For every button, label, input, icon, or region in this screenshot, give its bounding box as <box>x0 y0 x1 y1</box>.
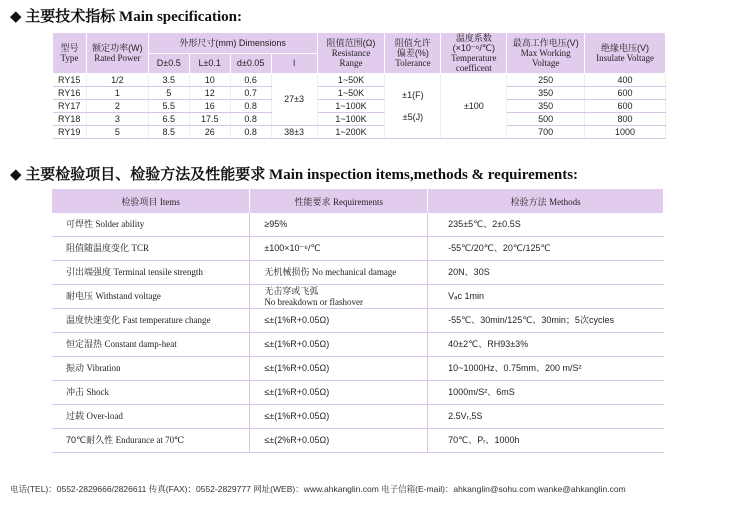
cell-lead-length-b: 38±3 <box>271 126 317 139</box>
cell-method: -55℃、30min/125℃、30min；5次cycles <box>428 309 664 333</box>
header-dim-L: L±0.1 <box>189 53 230 74</box>
cell-item: 耐电压 Withstand voltage <box>52 285 250 309</box>
cell-requirement: ≤±(1%R+0.05Ω) <box>250 309 428 333</box>
header-tolerance: 阻值允许 偏差(%) Tolerance <box>385 33 441 74</box>
cell-item: 可焊性 Solder ability <box>52 213 250 237</box>
header-dim-D: D±0.5 <box>148 53 189 74</box>
section-title-text: 主要检验项目、检验方法及性能要求 Main inspection items,methods & requirements: <box>25 167 579 183</box>
cell-method: 70℃、Pᵣ、1000h <box>428 429 664 453</box>
cell-power: 5 <box>86 126 148 139</box>
cell-power: 1 <box>86 87 148 100</box>
cell-requirement: 无机械损伤 No mechanical damage <box>250 261 428 285</box>
header-dim-l: l <box>271 53 317 74</box>
cell-D: 5 <box>148 87 189 100</box>
cell-method: 40±2℃、RH93±3% <box>428 333 664 357</box>
header-dim-d: d±0.05 <box>230 53 271 74</box>
inspection-table <box>52 189 664 453</box>
cell-method: Vₐc 1min <box>428 285 664 309</box>
table-row <box>52 333 664 357</box>
cell-item: 冲击 Shock <box>52 381 250 405</box>
table-row <box>52 405 664 429</box>
header-temperature-coefficient: 温度系数 (×10⁻⁶/℃) Temperature coefficent <box>441 33 507 74</box>
cell-item: 恒定湿热 Constant damp-heat <box>52 333 250 357</box>
cell-resistance: 1~100K <box>317 113 385 126</box>
contact-footer: 电话(TEL)：0552-2829666/2826611 传真(FAX)：0552-2829777 网址(WEB)：www.ahkanglin.com 电子信箱(E-mail)：ahkanglin@sohu.com wanke@ahkanglin.com <box>10 484 626 494</box>
diamond-icon: ◆ <box>10 9 22 25</box>
cell-insulate: 400 <box>585 74 666 87</box>
cell-voltage: 350 <box>507 100 585 113</box>
section-title-text: 主要技术指标 Main specification: <box>25 9 242 25</box>
table-row <box>52 429 664 453</box>
cell-power: 1/2 <box>86 74 148 87</box>
cell-method: 10~1000Hz、0.75mm、200 m/S² <box>428 357 664 381</box>
cell-L: 12 <box>189 87 230 100</box>
cell-tc: ±100 <box>441 74 507 139</box>
header-items: 检验项目 Items <box>52 189 250 213</box>
header-dimensions: 外形尺寸(mm) Dimensions <box>148 33 317 54</box>
cell-type: RY16 <box>53 87 87 100</box>
header-insulate-voltage: 绝缘电压(V) Insulate Voltage <box>585 33 666 74</box>
cell-insulate: 800 <box>585 113 666 126</box>
cell-L: 16 <box>189 100 230 113</box>
cell-D: 6.5 <box>148 113 189 126</box>
cell-resistance: 1~100K <box>317 100 385 113</box>
table-row <box>52 309 664 333</box>
cell-voltage: 350 <box>507 87 585 100</box>
cell-item: 70℃耐久性 Endurance at 70℃ <box>52 429 250 453</box>
cell-power: 2 <box>86 100 148 113</box>
cell-method: 235±5℃、2±0.5S <box>428 213 664 237</box>
table-row <box>52 381 664 405</box>
cell-insulate: 600 <box>585 100 666 113</box>
cell-type: RY15 <box>53 74 87 87</box>
cell-requirement: ≤±(1%R+0.05Ω) <box>250 357 428 381</box>
header-methods: 检验方法 Methods <box>428 189 664 213</box>
header-resistance-range: 阻值范围(Ω) Resistance Range <box>317 33 385 74</box>
table-row <box>52 213 664 237</box>
cell-insulate: 600 <box>585 87 666 100</box>
table-row <box>52 261 664 285</box>
cell-requirement: ≥95% <box>250 213 428 237</box>
cell-method: 1000m/S²、6mS <box>428 381 664 405</box>
cell-requirement: ≤±(1%R+0.05Ω) <box>250 381 428 405</box>
cell-voltage: 500 <box>507 113 585 126</box>
cell-d: 0.8 <box>230 126 271 139</box>
cell-resistance: 1~200K <box>317 126 385 139</box>
cell-d: 0.6 <box>230 74 271 87</box>
cell-requirement: ≤±(1%R+0.05Ω) <box>250 405 428 429</box>
cell-item: 阻值随温度变化 TCR <box>52 237 250 261</box>
cell-resistance: 1~50K <box>317 74 385 87</box>
cell-type: RY19 <box>53 126 87 139</box>
header-type: 型号 Type <box>53 33 87 74</box>
table-row <box>52 285 664 309</box>
table-row <box>52 237 664 261</box>
cell-method: -55℃/20℃、20℃/125℃ <box>428 237 664 261</box>
cell-item: 引出端强度 Terminal tensile strength <box>52 261 250 285</box>
cell-L: 26 <box>189 126 230 139</box>
header-rated-power: 额定功率(W) Rated Power <box>86 33 148 74</box>
cell-resistance: 1~50K <box>317 87 385 100</box>
cell-power: 3 <box>86 113 148 126</box>
cell-voltage: 700 <box>507 126 585 139</box>
cell-d: 0.7 <box>230 87 271 100</box>
cell-d: 0.8 <box>230 100 271 113</box>
header-requirements: 性能要求 Requirements <box>250 189 428 213</box>
section-title-specification <box>10 5 242 26</box>
cell-D: 3.5 <box>148 74 189 87</box>
cell-voltage: 250 <box>507 74 585 87</box>
cell-requirement: 无击穿或飞弧 No breakdown or flashover <box>250 285 428 309</box>
diamond-icon: ◆ <box>10 167 22 183</box>
cell-type: RY17 <box>53 100 87 113</box>
cell-method: 2.5Vᵣ,5S <box>428 405 664 429</box>
cell-L: 17.5 <box>189 113 230 126</box>
cell-requirement: ±100×10⁻⁶/℃ <box>250 237 428 261</box>
section-title-inspection <box>10 163 578 184</box>
cell-type: RY18 <box>53 113 87 126</box>
cell-item: 振动 Vibration <box>52 357 250 381</box>
cell-D: 5.5 <box>148 100 189 113</box>
cell-method: 20N、30S <box>428 261 664 285</box>
specification-table <box>52 32 666 139</box>
cell-D: 8.5 <box>148 126 189 139</box>
table-row <box>52 357 664 381</box>
cell-item: 温度快速变化 Fast temperature change <box>52 309 250 333</box>
cell-requirement: ≤±(2%R+0.05Ω) <box>250 429 428 453</box>
cell-item: 过载 Over-load <box>52 405 250 429</box>
cell-lead-length-a: 27±3 <box>271 74 317 126</box>
cell-insulate: 1000 <box>585 126 666 139</box>
cell-L: 10 <box>189 74 230 87</box>
header-max-working-voltage: 最高工作电压(V) Max Working Voltage <box>507 33 585 74</box>
cell-requirement: ≤±(1%R+0.05Ω) <box>250 333 428 357</box>
cell-d: 0.8 <box>230 113 271 126</box>
cell-tolerance: ±1(F) ±5(J) <box>385 74 441 139</box>
